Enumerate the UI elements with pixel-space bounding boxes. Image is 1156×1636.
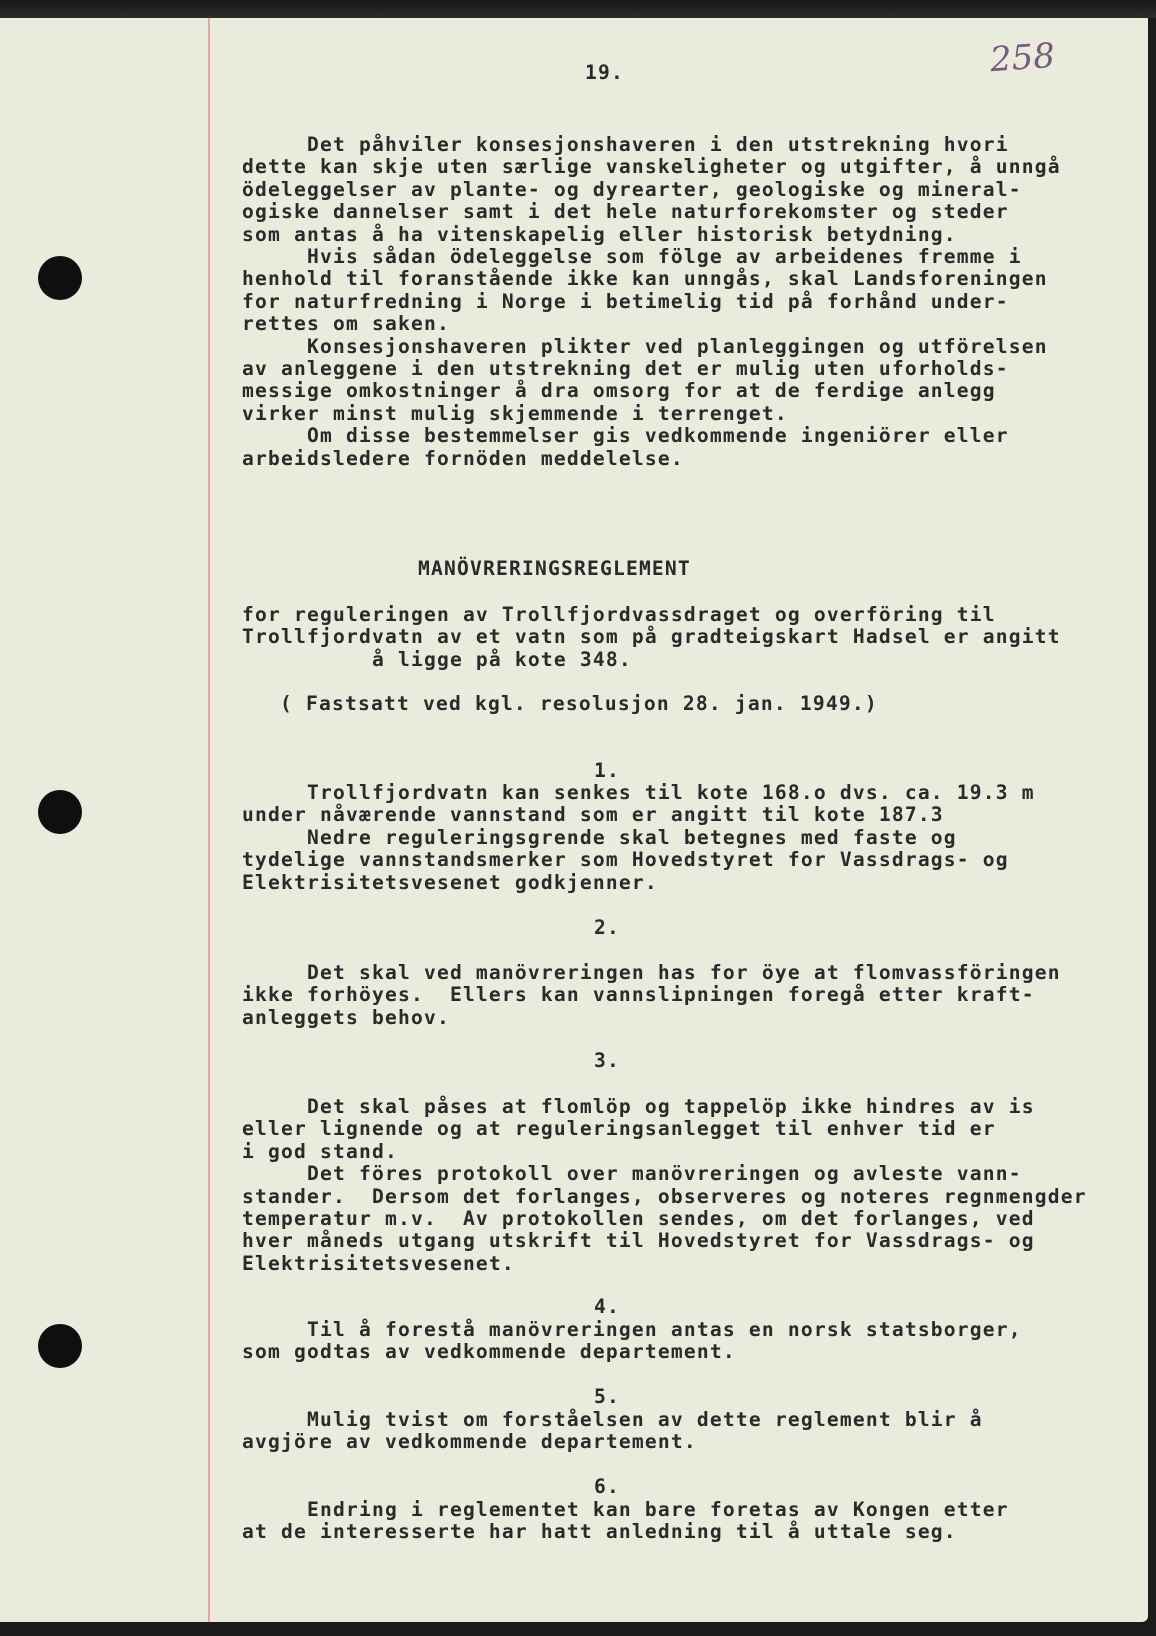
- section-number: 2.: [594, 916, 620, 939]
- regulation-subtitle: for reguleringen av Trollfjordvassdraget og overföring til Trollfjordvatn av et vatn som på gradteigskart Hadsel er angitt å ligge på kote 348.: [242, 603, 1061, 671]
- intro-paragraphs: Det påhviler konsesjonshaveren i den utstrekning hvori dette kan skje uten særlige vanskeligheter og utgifter, å unngå ödeleggelser av plante- og dyrearter, geologiske og mineral- ogiske dannelser samt i det hele naturforekomster og steder som antas å ha vitenskapelig eller historisk betydning. Hvis sådan ödeleggelse som fölge av arbeidenes fremme i henhold til foranstående ikke kan unngås, skal Landsforeningen for naturfredning i Norge i betimelig tid på forhånd under- rettes om saken. Konsesjonshaveren plikter ved planleggingen og utförelsen av anleggene i den utstrekning det er mulig uten uforholds- messige omkostninger å dra omsorg for at de ferdige anlegg virker minst mulig skjemmende i terrenget. Om disse bestemmelser gis vedkommende ingeniörer eller arbeidsledere fornöden meddelelse.: [242, 133, 1061, 470]
- section-number: 1.: [594, 759, 620, 782]
- handwritten-folio: 258: [988, 35, 1057, 81]
- regulation-adopted-note: ( Fastsatt ved kgl. resolusjon 28. jan. 1949.): [280, 692, 878, 715]
- page-number: 19.: [585, 61, 624, 84]
- section-body: Det skal ved manövreringen has for öye at flomvassföringen ikke forhöyes. Ellers kan vannslipningen foregå etter kraft- anleggets behov.: [242, 961, 1061, 1029]
- section-number: 4.: [594, 1295, 620, 1318]
- punch-hole-icon: [38, 256, 82, 300]
- punch-hole-icon: [38, 790, 82, 834]
- section-body: Trollfjordvatn kan senkes til kote 168.o dvs. ca. 19.3 m under nåværende vannstand som er angitt til kote 187.3 Nedre reguleringsgrende skal betegnes med faste og tydelige vannstandsmerker som Hovedstyret for Vassdrags- og Elektrisitetsvesenet godkjenner.: [242, 781, 1035, 894]
- section-body: Det skal påses at flomlöp og tappelöp ikke hindres av is eller lignende og at reguleringsanlegget til enhver tid er i god stand. Det föres protokoll over manövreringen og avleste vann- stander. Dersom det forlanges, observeres og noteres regnmengder temperatur m.v. Av protokollen sendes, om det forlanges, ved hver måneds utgang utskrift til Hovedstyret for Vassdrags- og Elektrisitetsvesenet.: [242, 1095, 1087, 1275]
- section-body: Mulig tvist om forståelsen av dette reglement blir å avgjöre av vedkommende departement.: [242, 1408, 983, 1454]
- regulation-title: MANÖVRERINGSREGLEMENT: [418, 557, 691, 580]
- scan-top-edge: [0, 0, 1156, 18]
- section-number: 6.: [594, 1475, 620, 1498]
- punch-hole-icon: [38, 1324, 82, 1368]
- margin-rule: [208, 18, 210, 1622]
- section-number: 3.: [594, 1049, 620, 1072]
- section-body: Til å forestå manövreringen antas en norsk statsborger, som godtas av vedkommende departement.: [242, 1318, 1022, 1364]
- section-body: Endring i reglementet kan bare foretas av Kongen etter at de interesserte har hatt anledning til å uttale seg.: [242, 1498, 1009, 1544]
- section-number: 5.: [594, 1385, 620, 1408]
